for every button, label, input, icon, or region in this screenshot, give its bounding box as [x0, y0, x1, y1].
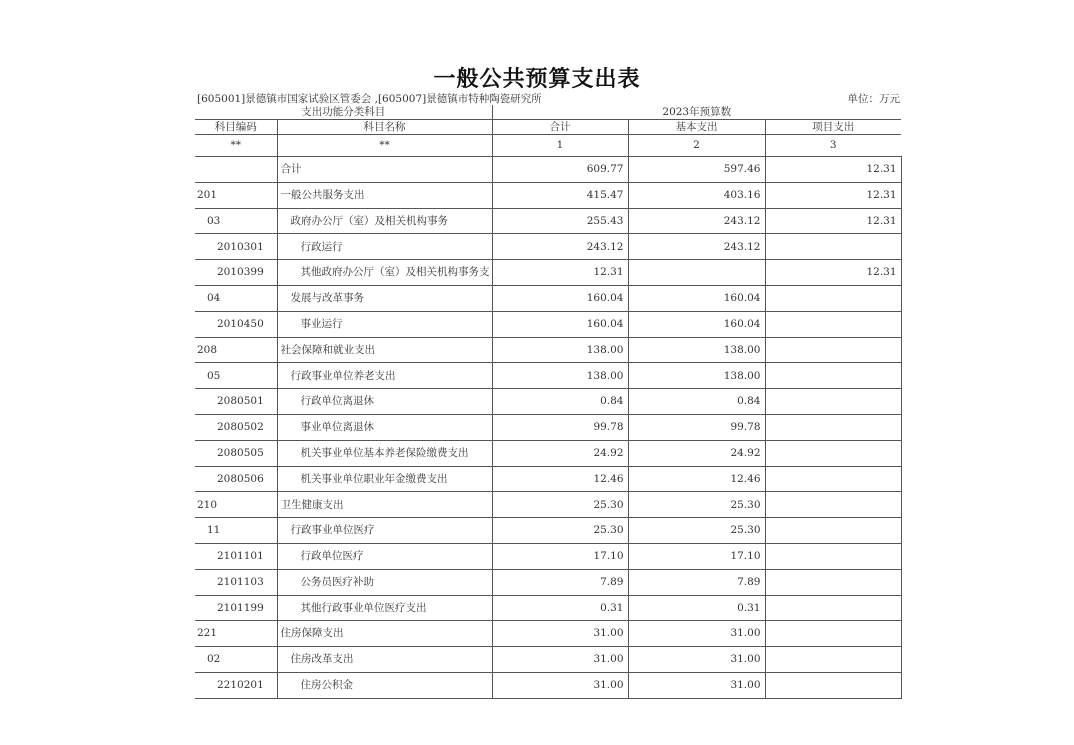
- row-basic: 12.46: [628, 466, 765, 492]
- budget-table: [195, 105, 902, 699]
- table-row: [195, 234, 901, 260]
- table-row: [195, 518, 901, 544]
- header-group-row: [195, 105, 901, 120]
- row-basic: 31.00: [628, 621, 765, 647]
- row-code: 208: [195, 337, 277, 363]
- table-row: [195, 363, 901, 389]
- row-code: 2210201: [195, 672, 277, 698]
- row-name: 公务员医疗补助: [277, 569, 492, 595]
- row-code: 03: [195, 208, 277, 234]
- row-total: 24.92: [492, 440, 628, 466]
- header-code: 科目编码: [195, 120, 277, 135]
- row-code: 210: [195, 492, 277, 518]
- row-total: 160.04: [492, 311, 628, 337]
- row-code: 2080502: [195, 414, 277, 440]
- row-name: 行政单位离退休: [277, 389, 492, 415]
- row-total: 7.89: [492, 569, 628, 595]
- row-code: 2080506: [195, 466, 277, 492]
- row-name: 事业运行: [277, 311, 492, 337]
- row-name: 发展与改革事务: [277, 285, 492, 311]
- row-project: [765, 363, 901, 389]
- row-code: 2101199: [195, 595, 277, 621]
- row-basic: 138.00: [628, 337, 765, 363]
- row-name: 政府办公厅（室）及相关机构事务: [277, 208, 492, 234]
- table-row: [195, 621, 901, 647]
- header-index-project: 3: [765, 135, 901, 157]
- row-name: 住房改革支出: [277, 647, 492, 673]
- row-project: [765, 518, 901, 544]
- row-name: 行政单位医疗: [277, 543, 492, 569]
- row-project: [765, 234, 901, 260]
- row-project: [765, 311, 901, 337]
- header-index-basic: 2: [628, 135, 765, 157]
- table-row: [195, 569, 901, 595]
- row-code: 2080505: [195, 440, 277, 466]
- row-project: 12.31: [765, 260, 901, 286]
- row-project: [765, 414, 901, 440]
- row-basic: 25.30: [628, 492, 765, 518]
- table-row: [195, 208, 901, 234]
- row-total: 99.78: [492, 414, 628, 440]
- row-total: 243.12: [492, 234, 628, 260]
- table-row: [195, 466, 901, 492]
- row-basic: 31.00: [628, 672, 765, 698]
- row-project: [765, 621, 901, 647]
- header-basic: 基本支出: [628, 120, 765, 135]
- row-basic: 243.12: [628, 234, 765, 260]
- header-project: 项目支出: [765, 120, 901, 135]
- header-name: 科目名称: [277, 120, 492, 135]
- header-group-right: 2023年预算数: [492, 105, 901, 120]
- table-row: [195, 672, 901, 698]
- table-row: [195, 285, 901, 311]
- table-row: [195, 647, 901, 673]
- row-project: [765, 543, 901, 569]
- row-code: 201: [195, 182, 277, 208]
- row-basic: 138.00: [628, 363, 765, 389]
- row-total: 160.04: [492, 285, 628, 311]
- row-name: 住房公积金: [277, 672, 492, 698]
- row-project: [765, 569, 901, 595]
- table-row: [195, 492, 901, 518]
- row-total: 25.30: [492, 518, 628, 544]
- header-index-row: [195, 135, 901, 157]
- row-total: 17.10: [492, 543, 628, 569]
- row-total: 138.00: [492, 337, 628, 363]
- row-name: 其他行政事业单位医疗支出: [277, 595, 492, 621]
- row-project: 12.31: [765, 208, 901, 234]
- row-name: 住房保障支出: [277, 621, 492, 647]
- header-group-left: 支出功能分类科目: [195, 105, 492, 120]
- table-row: [195, 182, 901, 208]
- row-project: [765, 492, 901, 518]
- row-basic: 0.31: [628, 595, 765, 621]
- row-total: 0.31: [492, 595, 628, 621]
- row-code: 05: [195, 363, 277, 389]
- header-mark-code: **: [195, 135, 277, 157]
- row-total: 415.47: [492, 182, 628, 208]
- row-project: [765, 337, 901, 363]
- row-basic: [628, 260, 765, 286]
- row-project: [765, 466, 901, 492]
- header-total: 合计: [492, 120, 628, 135]
- row-total: 31.00: [492, 672, 628, 698]
- row-name: 其他政府办公厅（室）及相关机构事务支: [277, 260, 492, 286]
- row-code: 2101103: [195, 569, 277, 595]
- row-project: [765, 285, 901, 311]
- row-name: 行政事业单位养老支出: [277, 363, 492, 389]
- row-project: [765, 389, 901, 415]
- table-row: [195, 260, 901, 286]
- table-row: [195, 157, 901, 183]
- row-total: 31.00: [492, 621, 628, 647]
- row-name: 机关事业单位职业年金缴费支出: [277, 466, 492, 492]
- row-code: 2080501: [195, 389, 277, 415]
- row-code: 04: [195, 285, 277, 311]
- row-basic: 160.04: [628, 311, 765, 337]
- table-row: [195, 337, 901, 363]
- table-row: [195, 311, 901, 337]
- row-name: 事业单位离退休: [277, 414, 492, 440]
- row-basic: 31.00: [628, 647, 765, 673]
- row-total: 255.43: [492, 208, 628, 234]
- row-total: 25.30: [492, 492, 628, 518]
- row-project: 12.31: [765, 157, 901, 183]
- row-total: 609.77: [492, 157, 628, 183]
- row-name: 卫生健康支出: [277, 492, 492, 518]
- row-project: [765, 647, 901, 673]
- row-basic: 99.78: [628, 414, 765, 440]
- row-name: 一般公共服务支出: [277, 182, 492, 208]
- row-code: [195, 157, 277, 183]
- row-name: 行政事业单位医疗: [277, 518, 492, 544]
- row-name: 行政运行: [277, 234, 492, 260]
- row-code: 2010399: [195, 260, 277, 286]
- unit-label: 单位：万元: [847, 93, 900, 105]
- row-code: 2010450: [195, 311, 277, 337]
- table-row: [195, 389, 901, 415]
- row-basic: 7.89: [628, 569, 765, 595]
- table-row: [195, 414, 901, 440]
- header-column-row: [195, 120, 901, 135]
- row-name: 合计: [277, 157, 492, 183]
- row-basic: 17.10: [628, 543, 765, 569]
- row-code: 221: [195, 621, 277, 647]
- row-project: [765, 672, 901, 698]
- row-total: 12.31: [492, 260, 628, 286]
- page-title: 一般公共预算支出表: [433, 66, 641, 92]
- row-project: [765, 595, 901, 621]
- row-basic: 0.84: [628, 389, 765, 415]
- row-code: 02: [195, 647, 277, 673]
- row-code: 11: [195, 518, 277, 544]
- row-project: [765, 440, 901, 466]
- row-basic: 597.46: [628, 157, 765, 183]
- row-total: 31.00: [492, 647, 628, 673]
- row-total: 12.46: [492, 466, 628, 492]
- row-basic: 24.92: [628, 440, 765, 466]
- table-row: [195, 440, 901, 466]
- row-basic: 25.30: [628, 518, 765, 544]
- row-total: 138.00: [492, 363, 628, 389]
- row-basic: 160.04: [628, 285, 765, 311]
- table-row: [195, 595, 901, 621]
- row-project: 12.31: [765, 182, 901, 208]
- row-basic: 243.12: [628, 208, 765, 234]
- row-name: 机关事业单位基本养老保险缴费支出: [277, 440, 492, 466]
- header-mark-name: **: [277, 135, 492, 157]
- row-name: 社会保障和就业支出: [277, 337, 492, 363]
- row-code: 2010301: [195, 234, 277, 260]
- row-total: 0.84: [492, 389, 628, 415]
- row-basic: 403.16: [628, 182, 765, 208]
- row-code: 2101101: [195, 543, 277, 569]
- org-line: [605001]景德镇市国家试验区管委会 ,[605007]景德镇市特种陶瓷研究所: [197, 93, 542, 105]
- header-index-total: 1: [492, 135, 628, 157]
- table-row: [195, 543, 901, 569]
